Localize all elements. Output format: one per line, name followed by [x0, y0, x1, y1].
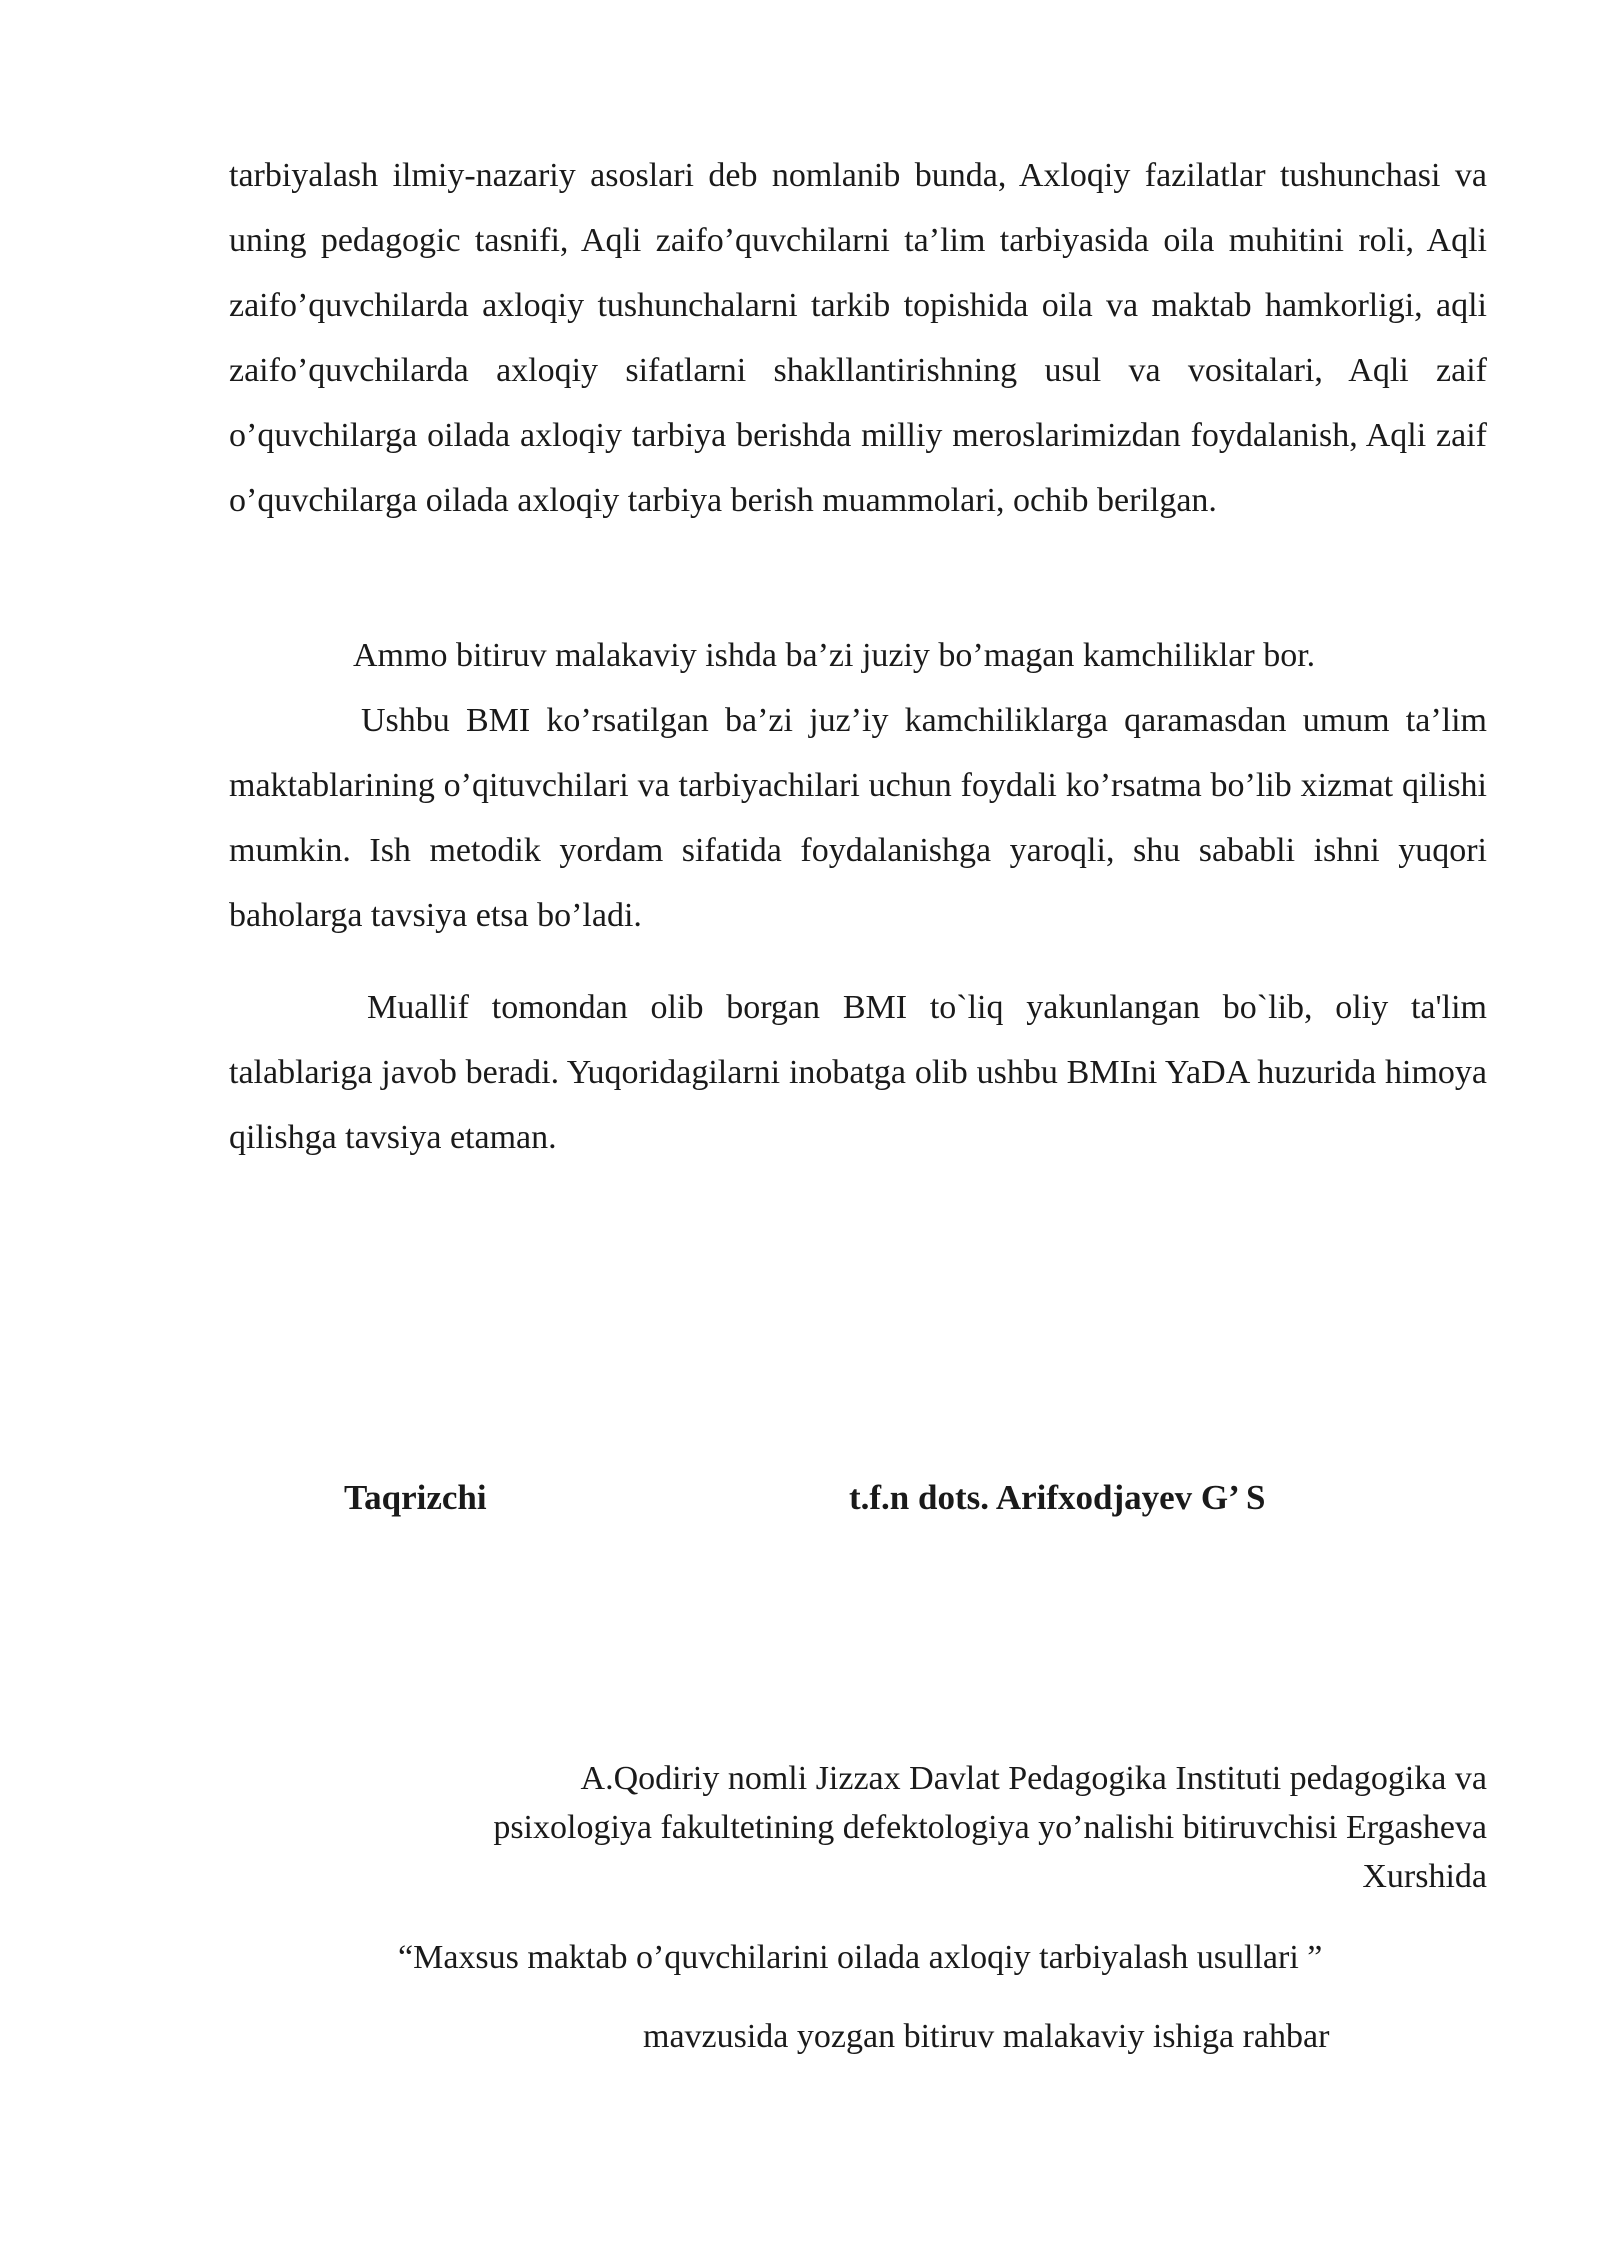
review-paragraph-2: Ammo bitiruv malakaviy ishda ba’zi juziy bo’magan kamchiliklar bor.	[353, 637, 1316, 674]
reviewer-name: t.f.n dots. Arifxodjayev G’ S	[849, 1478, 1266, 1517]
thesis-theme: “Maxsus maktab o’quvchilarini oilada axloqiy tarbiyalash usullari ”	[398, 1939, 1323, 1976]
review-paragraph-3: Ushbu BMI ko’rsatilgan ba’zi juz’iy kamchiliklarga qaramasdan umum ta’lim maktablarining o’qituvchilari va tarbiyachilari uchun foydali ko’rsatma bo’lib xizmat qilishi mumkin. Ish metodik yordam sifatida foydalanishga yaroqli, shu sababli ishni yuqori baholarga tavsiya etsa bo’ladi.	[229, 702, 1487, 934]
supervisor-review-heading	[340, 1754, 1487, 1901]
thesis-theme-continuation: mavzusida yozgan bitiruv malakaviy ishiga rahbar	[643, 2018, 1330, 2055]
review-paragraph-4: Muallif tomondan olib borgan BMI to`liq yakunlangan bo`lib, oliy ta'lim talablariga javob beradi. Yuqoridagilarni inobatga olib ushbu BMIni YaDA huzurida himoya qilishga tavsiya etaman.	[229, 989, 1487, 1156]
heading-line-2: psixologiya fakultetining defektologiya yo’nalishi bitiruvchisi Ergasheva	[493, 1809, 1487, 1846]
heading-line-1: A.Qodiriy nomli Jizzax Davlat Pedagogika Instituti pedagogika va	[580, 1760, 1487, 1797]
review-paragraph-1: tarbiyalash ilmiy-nazariy asoslari deb nomlanib bunda, Axloqiy fazilatlar tushunchasi va uning pedagogic tasnifi, Aqli zaifo’quvchilarni ta’lim tarbiyasida oila muhitini roli, Aqli zaifo’quvchilarda axloqiy tushunchalarni tarkib topishida oila va maktab hamkorligi, aqli zaifo’quvchilarda axloqiy sifatlarni shakllantirishning usul va vositalari, Aqli zaif o’quvchilarga oilada axloqiy tarbiya berishda milliy meroslarimizdan foydalanish, Aqli zaif o’quvchilarga oilada axloqiy tarbiya berish muammolari, ochib berilgan.	[229, 157, 1487, 519]
heading-line-3: Xurshida	[1362, 1858, 1487, 1895]
reviewer-label: Taqrizchi	[344, 1478, 487, 1517]
